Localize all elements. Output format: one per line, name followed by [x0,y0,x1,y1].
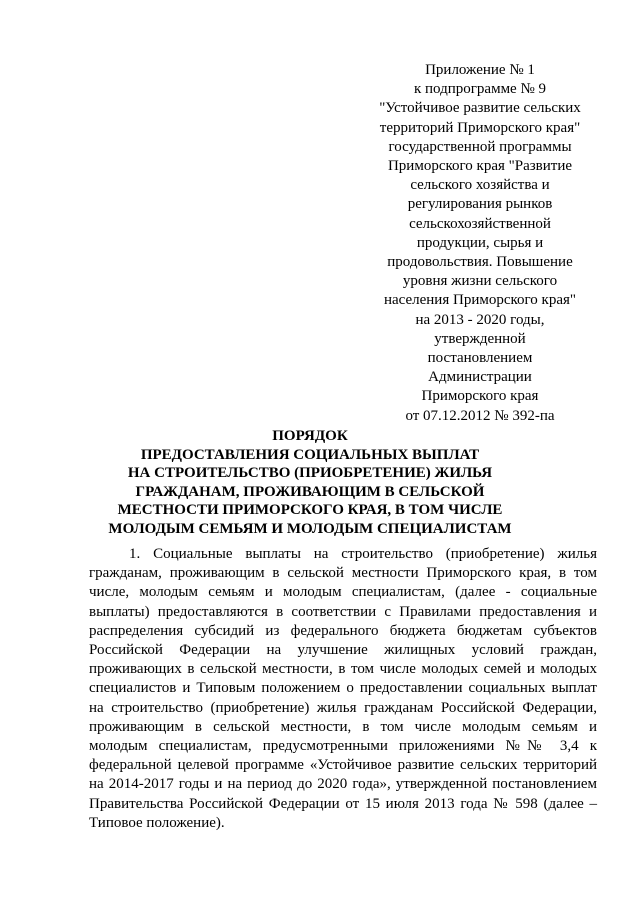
title-line: ПОРЯДОК [272,428,348,444]
paragraph-line: федеральной целевой программе «Устойчивое развитие сельских территорий [89,757,597,774]
appendix-line: сельскохозяйственной [409,215,551,232]
paragraph-1 [89,545,597,833]
paragraph-line: молодым специалистам, предусмотренными приложениями №№ 3,4 к [89,738,597,755]
paragraph-line: 1. Социальные выплаты на строительство (приобретение) жилья [129,546,597,562]
appendix-line: населения Приморского края" [383,292,577,309]
appendix-line: постановлением [427,350,533,367]
paragraph-line: распределения субсидий из федерального бюджета бюджетам субъектов [89,622,597,639]
appendix-line: от 07.12.2012 № 392-па [405,407,555,424]
appendix-line: территорий Приморского края" [379,119,581,136]
paragraph-line: Типовое положение). [89,814,225,831]
title-line: МЕСТНОСТИ ПРИМОРСКОГО КРАЯ, В ТОМ ЧИСЛЕ [117,502,503,518]
paragraph-line: числе, молодым семьям и молодым специалистам, (далее - социальные [89,584,597,601]
paragraph-line: Российской Федерации на улучшение жилищных условий граждан, [89,642,597,659]
appendix-line: уровня жизни сельского [402,273,558,290]
title-line: ГРАЖДАНАМ, ПРОЖИВАЮЩИМ В СЕЛЬСКОЙ [135,483,485,500]
title-line: МОЛОДЫМ СЕМЬЯМ И МОЛОДЫМ СПЕЦИАЛИСТАМ [108,520,512,537]
title-line: ПРЕДОСТАВЛЕНИЯ СОЦИАЛЬНЫХ ВЫПЛАТ [140,446,480,463]
paragraph-line: выплаты) предоставляются в соответствии с Правилами предоставления и [89,603,597,620]
paragraph-line: проживающих в сельской местности, в том числе молодых семей и молодых [89,661,597,678]
paragraph-line: Правительства Российской Федерации от 15 июля 2013 года № 598 (далее – [89,795,597,812]
paragraph-line: специалистов и Типовым положением о предоставлении социальных выплат [89,680,597,697]
appendix-line: "Устойчивое развитие сельских [379,100,581,117]
appendix-line: регулирования рынков [407,196,553,213]
appendix-line: продовольствия. Повышение [387,254,573,271]
appendix-line: Приморского края [421,388,539,405]
appendix-line: Администрации [428,369,532,386]
appendix-line: на 2013 - 2020 годы, [415,311,545,328]
appendix-header [340,61,620,426]
paragraph-line: на 2014-2017 годы и на период до 2020 года», утвержденной постановлением [89,776,597,793]
paragraph-line: гражданам, проживающим в сельской местности Приморского края, в том [89,565,597,582]
appendix-line: утвержденной [434,330,526,347]
appendix-line: к подпрограмме № 9 [413,81,547,98]
appendix-line: сельского хозяйства и [410,177,550,194]
appendix-line: Приморского края "Развитие [387,158,573,175]
paragraph-line: на строительство (приобретение) жилья гражданам Российской Федерации, [89,699,597,716]
document-title [80,427,540,538]
paragraph-line: проживающим в сельской местности, в том числе молодым семьям и [89,718,597,735]
title-line: НА СТРОИТЕЛЬСТВО (ПРИОБРЕТЕНИЕ) ЖИЛЬЯ [127,465,493,481]
appendix-line: государственной программы [388,138,572,155]
appendix-line: продукции, сырья и [416,234,544,251]
appendix-line: Приложение № 1 [425,62,535,78]
